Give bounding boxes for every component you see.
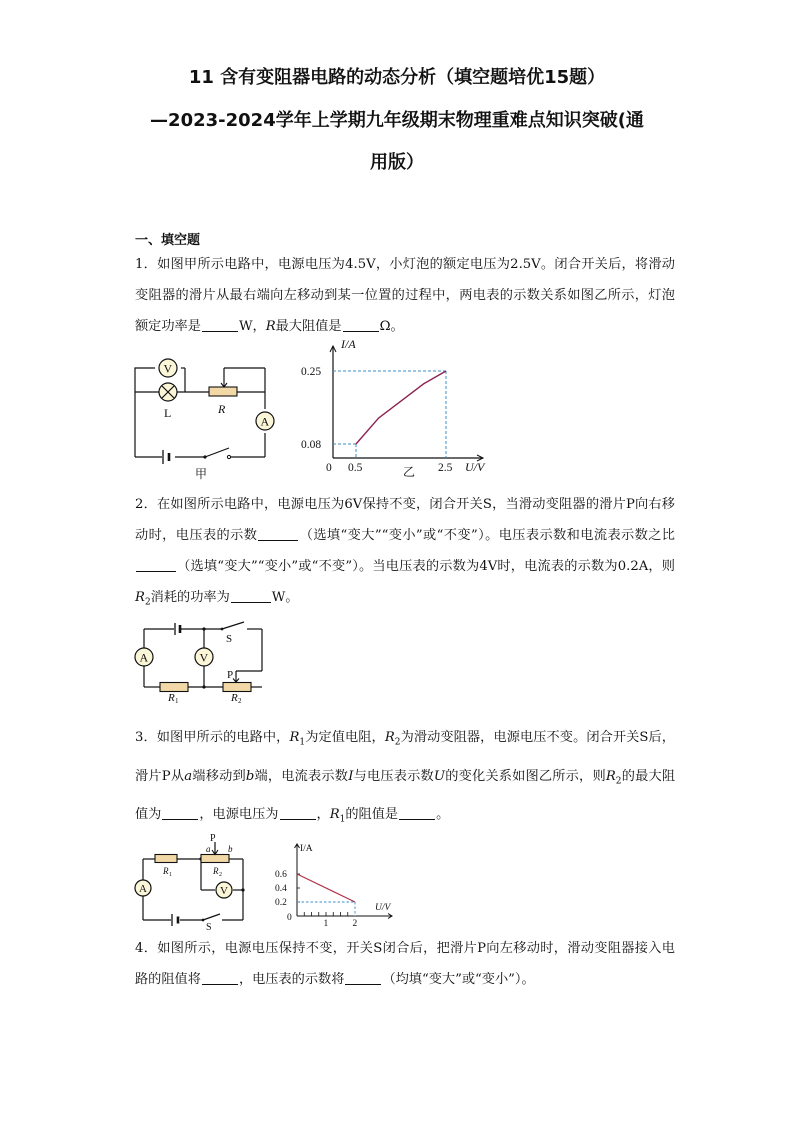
- q2-voltmeter-label: V: [199, 650, 209, 665]
- q3-b-end: b: [245, 768, 255, 784]
- doc-title-line3: 用版）: [370, 152, 424, 173]
- q2-switch-label: S: [226, 633, 233, 645]
- q3-r2-label-sub: 2: [219, 872, 222, 878]
- q1-text: 1．如图甲所示电路中，电源电压为4.5V，小灯泡的额定电压为2.5V。闭合开关后，将滑动变阻器的滑片从最右端向左移动到某一位置的过程中，两电表的示数关系如图乙所示，灯泡额定功率是: [135, 257, 675, 334]
- q4-text-3: （均填“变大”或“变小”）。: [382, 972, 535, 987]
- q1-circuit-diagram: [125, 352, 285, 482]
- x-tick-label: 2: [352, 919, 358, 929]
- y-tick-label: 0.2: [275, 898, 287, 908]
- q2-text: 2．在如图所示电路中，电源电压为6V保持不变，闭合开关S，当滑动变阻器的滑片P向右移动时，电压表的示数: [135, 497, 675, 543]
- q3-text: 3．如图甲所示的电路中，: [135, 730, 290, 745]
- q1-ammeter-label: A: [260, 414, 270, 429]
- x-axis-label: U/V: [375, 903, 391, 913]
- q3-u-symbol: U: [433, 768, 446, 784]
- q2-text-2: （选填“变大”“变小”或“不变”）。电压表示数和电流表示数之比: [299, 528, 675, 543]
- q2-resistor-r1: [160, 683, 188, 692]
- q4-text-2: ，电压表的示数将: [238, 972, 345, 987]
- q3-text-5: 端，电流表示数: [254, 768, 349, 784]
- q1-chart: [295, 337, 495, 480]
- q1-unit-ohm: Ω。: [379, 319, 404, 334]
- q2-ammeter-label: A: [139, 650, 149, 665]
- q3-text-3: 为滑动变阻器，电源电压不变。闭合开关S后，滑片P从: [135, 730, 675, 784]
- doc-title-line1: 11 含有变阻器电路的动态分析（填空题培优15题）: [188, 67, 606, 88]
- q1-text-2: 最大阻值是: [275, 319, 342, 334]
- q3-r1-sub-b: 1: [339, 814, 346, 825]
- q1-voltmeter-label: V: [163, 361, 173, 376]
- doc-title-line2: —2023-2024学年上学期九年级期末物理重难点知识突破(通: [150, 110, 644, 131]
- question-1: [135, 249, 675, 342]
- q2-circuit-diagram: [130, 620, 270, 705]
- x-axis-label: U/V: [465, 460, 485, 474]
- q3-i-symbol: I: [348, 768, 354, 784]
- q3-text-4: 端移动到: [192, 768, 246, 784]
- q1-unit-w: W，: [238, 319, 266, 334]
- q3-chart: [270, 840, 400, 930]
- q2-unit-w: W。: [271, 590, 299, 605]
- q3-r1-label: R: [163, 866, 169, 876]
- q4-blank-1[interactable]: [202, 971, 238, 985]
- q3-r1: R: [289, 730, 300, 745]
- question-3: [135, 721, 675, 837]
- y-axis-label: I/A: [341, 337, 356, 351]
- q3-resistor-r1: [155, 855, 177, 863]
- q3-r2: R: [384, 730, 395, 745]
- q3-r1-sub: 1: [299, 737, 306, 748]
- chart-caption: 乙: [403, 465, 416, 479]
- q3-text-10: ，: [316, 807, 330, 823]
- q1-r-symbol: R: [265, 319, 276, 334]
- q4-text: 4．如图所示，电源电压保持不变，开关S闭合后，把滑片P向左移动时，滑动变阻器接入电路的阻值将: [135, 941, 675, 987]
- q3-b-label: b: [228, 844, 233, 854]
- q3-circuit-diagram: [130, 832, 270, 933]
- q3-text-11: 的阻值是: [345, 807, 399, 823]
- x-tick-label: 0.5: [348, 462, 363, 474]
- q3-switch-label: S: [206, 922, 212, 933]
- section-heading: 一、填空题: [135, 233, 201, 248]
- q2-r2-sub: 2: [238, 697, 242, 705]
- q3-ammeter-label: A: [139, 883, 147, 895]
- q3-blank-1[interactable]: [162, 806, 198, 820]
- q2-r2-label: R: [231, 692, 238, 704]
- q2-r1-sub: 1: [175, 697, 179, 705]
- q3-text-12: 。: [436, 807, 450, 823]
- q3-a-end: a: [184, 768, 193, 784]
- q3-blank-2[interactable]: [280, 806, 316, 820]
- question-2: [135, 489, 675, 619]
- y-tick-label: 0.25: [301, 366, 322, 378]
- q3-r1-b: R: [329, 807, 340, 823]
- q1-blank-1[interactable]: [202, 318, 238, 332]
- q3-r2-label: R: [213, 866, 219, 876]
- q3-r2-sub-b: 2: [615, 776, 622, 787]
- q2-blank-2[interactable]: [136, 558, 176, 572]
- q1-caption-jia: 甲: [195, 467, 208, 481]
- q2-rheostat-r2: [223, 683, 251, 692]
- q3-blank-3[interactable]: [399, 806, 435, 820]
- x-tick-label: 0: [326, 462, 332, 474]
- y-tick-label: 0.6: [275, 870, 287, 880]
- q2-r-subscript: 2: [144, 597, 151, 608]
- y-axis-label: I/A: [300, 844, 313, 854]
- q1-blank-2[interactable]: [343, 318, 379, 332]
- q3-text-8: 的最大阻值为: [135, 768, 676, 823]
- question-4: [135, 933, 675, 995]
- q2-r1-label: R: [168, 692, 175, 704]
- q3-text-2: 为定值电阻，: [305, 730, 385, 745]
- q3-slider-label: P: [210, 833, 216, 844]
- series-line: [297, 874, 355, 902]
- q4-blank-2[interactable]: [345, 971, 381, 985]
- q3-r2-b: R: [605, 768, 616, 784]
- q2-text-3: （选填“变大”“变小”或“不变”）。当电压表的示数为4V时，电流表的示数为0.2A，则: [177, 559, 675, 574]
- q3-r2-sub: 2: [394, 737, 401, 748]
- q3-voltmeter-label: V: [220, 885, 228, 897]
- x-tick-label: 0: [287, 913, 292, 923]
- q3-text-7: 的变化关系如图乙所示，则: [445, 768, 606, 784]
- x-tick-label: 1: [323, 919, 329, 929]
- q3-rheostat-r2: [201, 855, 229, 863]
- q1-rheostat-label: R: [218, 402, 226, 416]
- y-tick-label: 0.4: [275, 884, 287, 894]
- q2-blank-3[interactable]: [231, 589, 271, 603]
- q1-lamp-label: L: [164, 406, 172, 420]
- q3-text-6: 与电压表示数: [353, 768, 434, 784]
- q2-slider-label: P: [227, 669, 234, 681]
- series-line: [356, 371, 446, 444]
- y-tick-label: 0.08: [301, 439, 322, 451]
- q1-rheostat: [209, 387, 237, 396]
- q3-r1-label-sub: 1: [169, 872, 172, 878]
- x-tick-label: 2.5: [438, 462, 453, 474]
- q2-text-4: 消耗的功率为: [150, 590, 230, 605]
- q2-r-symbol: R: [135, 590, 145, 605]
- q3-a-label: a: [206, 844, 211, 854]
- q2-blank-1[interactable]: [258, 527, 298, 541]
- q3-text-9: ，电源电压为: [199, 807, 279, 823]
